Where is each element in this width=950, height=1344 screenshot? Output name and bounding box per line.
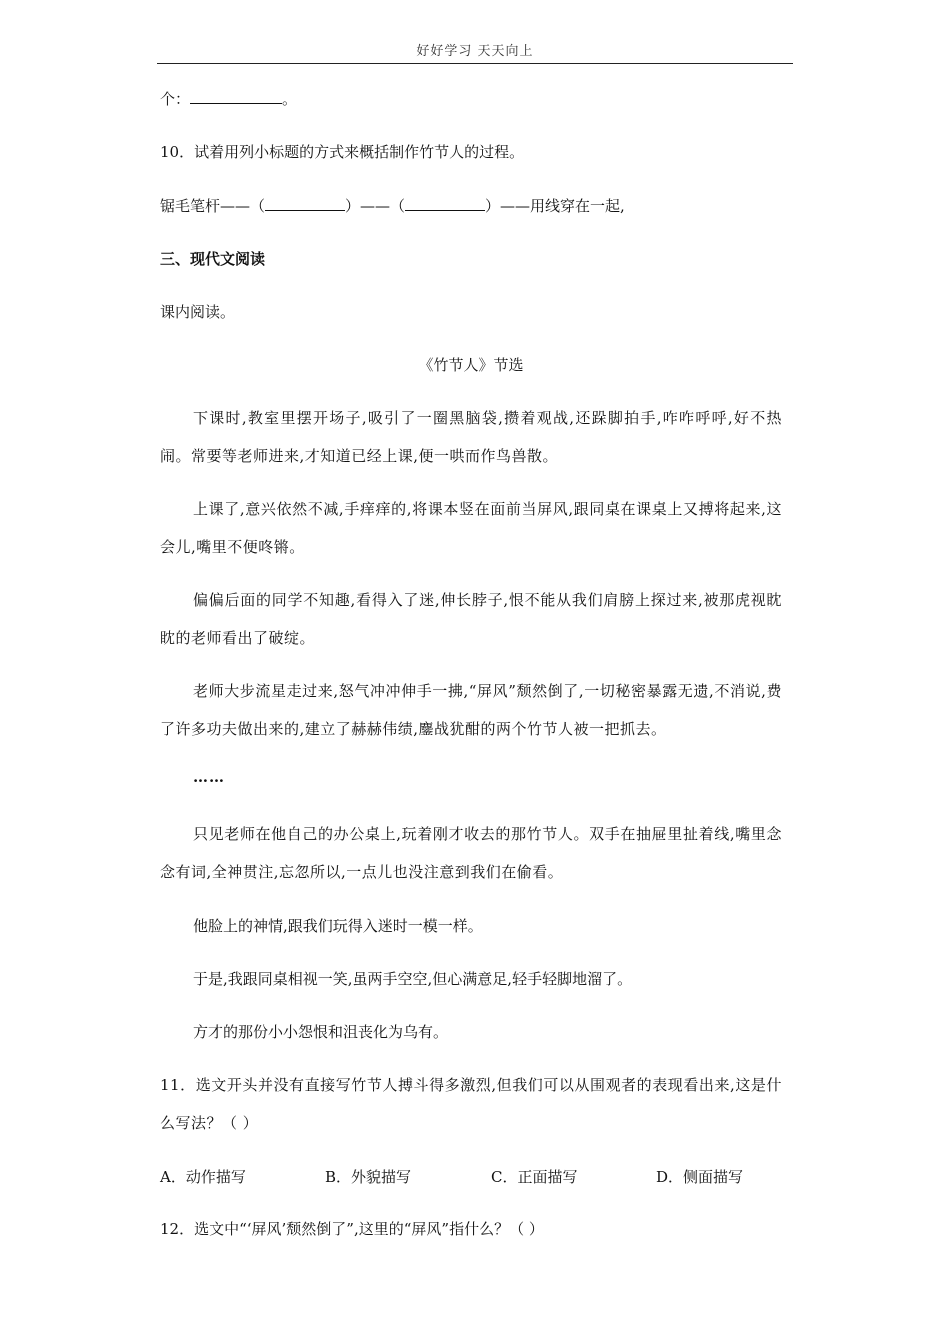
q10-blank-2[interactable]	[405, 196, 485, 211]
passage-title: 《竹节人》节选	[418, 356, 524, 374]
q9-answer-line	[160, 89, 297, 109]
section-heading: 三、现代文阅读	[160, 250, 266, 268]
q10-blank-1[interactable]	[265, 196, 345, 211]
q10-question: 10．试着用列小标题的方式来概括制作竹节人的过程。	[160, 143, 525, 161]
passage-paragraph: 方才的那份小小怨恨和沮丧化为乌有。	[193, 1023, 449, 1041]
q11-option-d[interactable]: D．侧面描写	[656, 1168, 744, 1186]
passage-paragraph: 只见老师在他自己的办公桌上,玩着刚才收去的那竹节人。双手在抽屉里扯着线,嘴里念念有词,全神贯注,忘忽所以,一点儿也没注意到我们在偷看。	[160, 825, 782, 881]
passage-ellipsis: ……	[193, 768, 225, 786]
q9-suffix: 。	[282, 90, 298, 108]
q11-option-b[interactable]: B．外貌描写	[325, 1168, 412, 1186]
q10-end: ）——用线穿在一起,	[485, 197, 625, 215]
passage-paragraph: 上课了,意兴依然不减,手痒痒的,将课本竖在面前当屏风,跟同桌在课桌上又搏将起来,这会儿,嘴里不便咚锵。	[160, 500, 782, 556]
section-intro: 课内阅读。	[160, 303, 236, 321]
q10-answer-line	[160, 196, 625, 216]
passage-paragraph: 下课时,教室里摆开场子,吸引了一圈黑脑袋,攒着观战,还跺脚拍手,咋咋呼呼,好不热闹。常要等老师进来,才知道已经上课,便一哄而作鸟兽散。	[160, 409, 782, 465]
q9-answer-blank[interactable]	[190, 89, 282, 104]
passage-paragraph: 老师大步流星走过来,怒气冲冲伸手一拂,“屏风”颓然倒了,一切秘密暴露无遗,不消说,费了许多功夫做出来的,建立了赫赫伟绩,鏖战犹酣的两个竹节人被一把抓去。	[160, 682, 782, 738]
q11-option-a[interactable]: A．动作描写	[160, 1168, 246, 1186]
q11-question: 11．选文开头并没有直接写竹节人搏斗得多激烈,但我们可以从围观者的表现看出来,这是什么写法？（ ）	[160, 1076, 782, 1132]
q10-start: 锯毛笔杆——（	[160, 197, 266, 215]
q9-prefix: 个：	[160, 90, 191, 108]
page-header: 好好学习 天天向上	[416, 44, 534, 59]
header-rule	[157, 63, 793, 64]
q11-options	[160, 1166, 782, 1186]
q11-option-c[interactable]: C．正面描写	[491, 1168, 578, 1186]
passage-paragraph: 他脸上的神情,跟我们玩得入迷时一模一样。	[193, 917, 483, 935]
passage-paragraph: 偏偏后面的同学不知趣,看得入了迷,伸长脖子,恨不能从我们肩膀上探过来,被那虎视眈眈的老师看出了破绽。	[160, 591, 782, 647]
q10-mid: ）——（	[345, 197, 406, 215]
q12-question: 12．选文中“‘屏风’颓然倒了”,这里的“屏风”指什么？（ ）	[160, 1220, 544, 1238]
passage-paragraph: 于是,我跟同桌相视一笑,虽两手空空,但心满意足,轻手轻脚地溜了。	[193, 970, 633, 988]
